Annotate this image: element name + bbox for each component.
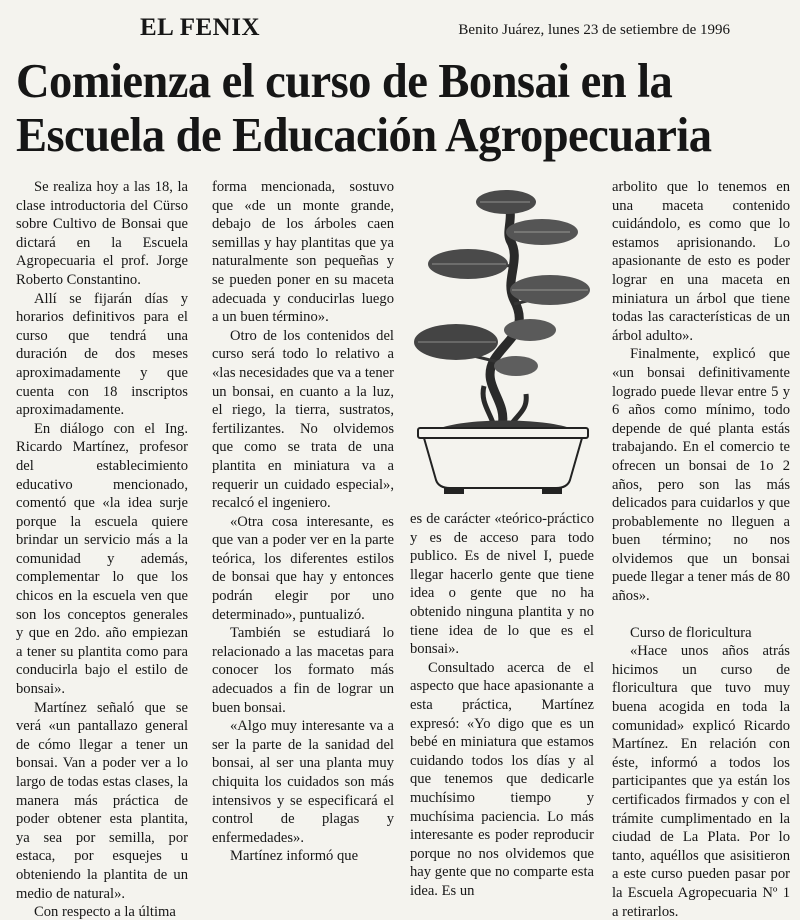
paragraph: forma mencionada, sostuvo que «de un monte grande, debajo de los árboles caen semillas y hay plantitas que ya naturalmente son pequeñas y se pueden poner en su maceta adecuada y conducirlas luego a un buen término». bbox=[212, 179, 394, 326]
paragraph: arbolito que lo tenemos en una maceta contenido cuidándolo, es como que lo estamos aprisionando. Lo apasionante de esto es poder lograr en una maceta en miniatura un árbol que tiene todas las características de un árbol adulto». bbox=[612, 179, 790, 344]
article-column-3 bbox=[410, 510, 594, 900]
paragraph: También se estudiará lo relacionado a las macetas para conocer los formato más adecuados a fin de lograr un buen bonsai. bbox=[212, 625, 394, 716]
headline bbox=[16, 54, 753, 162]
bonsai-icon bbox=[414, 190, 590, 428]
paragraph: Otro de los contenidos del curso será todo lo relativo a «las necesidades que va a tener un bonsai, en cuanto a la luz, el riego, la tierra, sustratos, fertilizantes. No olvidemos que como se trata de una plantita en miniatura va a requerir un cuidado especial», recalcó el ingeniero. bbox=[212, 327, 394, 512]
paragraph: Martínez informó que bbox=[230, 848, 359, 865]
article-column-2 bbox=[212, 178, 394, 866]
paragraph: En diálogo con el Ing. Ricardo Martínez, profesor del establecimiento educativo mencionado, comentó que «la idea surje porque la escuela quiere brindar un servicio más a la comunidad y además, complementar lo que los chicos en la escuela ven que son los conceptos generales y que en 2do. año empiezan a tener su plantita como para conducirla bajo el estilo de bonsai». bbox=[16, 420, 188, 698]
paragraph: es de carácter «teórico-práctico y es de acceso para todo publico. Es de nivel I, puede llegar hacerlo gente que tiene idea o gente que no ha obtenido ninguna plantita y no tiene idea de lo que es el bonsai». bbox=[410, 511, 594, 658]
paragraph: «Hace unos años atrás hicimos un curso de floricultura que tuvo muy buena acogida en toda la comunidad» explicó Ricardo Martínez. En relación con éste, informó a todos los participantes que ya están los certificados firmados y con el trámite cumplimentado en la ciudad de La Plata. Por lo tanto, aquéllos que asisitieron a este curso pueden pasar por la Escuela Agropecuaria Nº 1 a retirarlos. bbox=[612, 643, 790, 920]
article-column-4 bbox=[612, 178, 790, 920]
subheading: Curso de floricultura bbox=[630, 624, 752, 641]
paragraph: «Algo muy interesante va a ser la parte de la sanidad del bonsai, al ser una planta muy chiquita los cuidados son más intensivos y se especificará el control de plagas y enfermedades». bbox=[212, 718, 394, 846]
paragraph: Finalmente, explicó que «un bonsai definitivamente logrado puede llevar entre 5 y 6 años como mínimo, todo depende de qué planta estás trabajando. En el comercio te ofrecen un bonsai de 1o 2 años, pero son las más delicados para cuidarlos y que probablemente no lleguen a buen término; no nos olvidemos que un bonsai puede llegar a tener más de 80 años». bbox=[612, 346, 790, 605]
headline-line-1: Comienza el curso de Bonsai en la bbox=[16, 53, 673, 108]
paragraph: Consultado acerca de el aspecto que hace apasionante a esta práctica, Martínez expresó: «Yo digo que es un bebé en miniatura que estamos cuidando todos los días y al que tenemos que dedicarle muchísimo tiempo y muchísima paciencia. Lo más interesante es poder reproducir porque no nos olvidemos que hay gente que no comparte esta idea. Es un bbox=[410, 659, 594, 899]
dateline: Benito Juárez, lunes 23 de setiembre de 1996 bbox=[458, 22, 730, 38]
headline-line-2: Escuela de Educación Agropecuaria bbox=[16, 107, 712, 162]
paragraph: «Otra cosa interesante, es que van a poder ver en la parte teórica, los diferentes estilos de bonsai que hay y entonces podrán elegir por uno determinado», puntualizó. bbox=[212, 513, 394, 623]
masthead bbox=[0, 0, 800, 56]
article-column-1 bbox=[16, 178, 188, 920]
paragraph: Martínez señaló que se verá «un pantallazo general de cómo llegar a tener un bonsai. Van a poder ver a lo largo de todas estas clases, la manera más práctica de poder obtener esta plantita, ya sea por semilla, por estaca, por esquejes u obteniendo la plantita de un medio de natural». bbox=[16, 699, 188, 902]
newspaper-name: EL FENIX bbox=[140, 14, 261, 41]
paragraph: Allí se fijarán días y horarios definitivos para el curso que tendrá una duración de dos meses aproximadamente y que cuenta con 18 inscriptos aproximadamente. bbox=[16, 290, 188, 419]
pot-icon bbox=[418, 428, 588, 494]
bonsai-illustration bbox=[410, 180, 596, 506]
paragraph: Se realiza hoy a las 18, la clase introductoria del Cürso sobre Cultivo de Bonsai que dictará en la Escuela Agropecuaria el prof. Jorge Roberto Constantino. bbox=[16, 179, 188, 288]
paragraph: Con respecto a la última bbox=[34, 904, 176, 920]
